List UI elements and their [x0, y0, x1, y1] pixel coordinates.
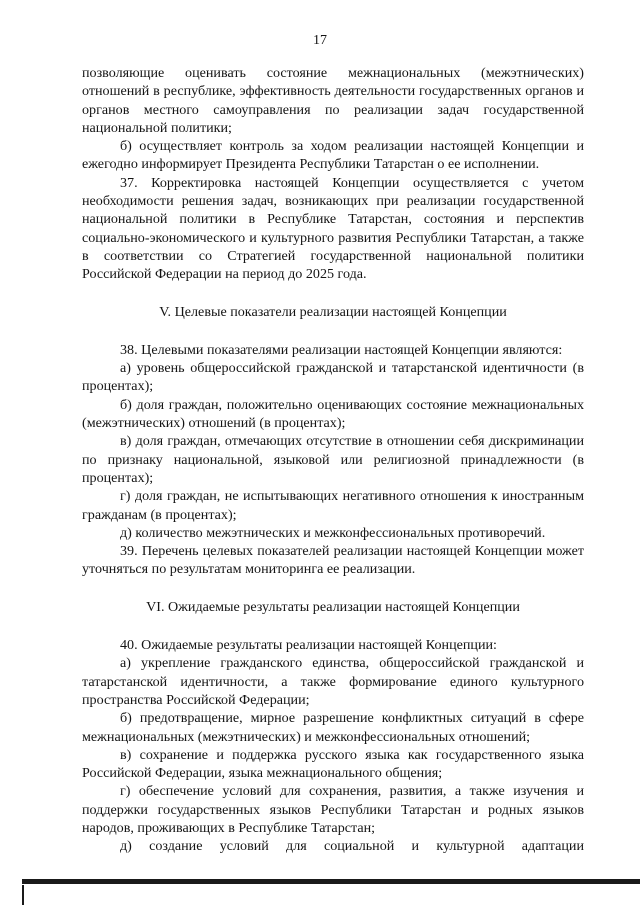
- paragraph: в) сохранение и поддержка русского языка как государственного языка Российской Федерации, языка межнационального общения;: [82, 746, 584, 782]
- section-heading: V. Целевые показатели реализации настоящей Концепции: [159, 303, 507, 320]
- section-heading: VI. Ожидаемые результаты реализации настоящей Концепции: [146, 598, 520, 615]
- paragraph: б) осуществляет контроль за ходом реализации настоящей Концепции и ежегодно информирует Президента Республики Татарстан о ее исполнении.: [82, 138, 584, 173]
- paragraph: д) создание условий для социальной и культурной адаптации: [120, 838, 584, 855]
- paragraph: б) предотвращение, мирное разрешение конфликтных ситуаций в сфере межнациональных (межэтнических) и межконфессиональных отношений;: [82, 710, 584, 745]
- page-left-edge: [22, 885, 24, 905]
- paragraph: 39. Перечень целевых показателей реализации настоящей Концепции может уточняться по результатам мониторинга ее реализации.: [82, 543, 584, 578]
- paragraph: г) доля граждан, не испытывающих негативного отношения к иностранным гражданам (в процентах);: [82, 488, 584, 523]
- document-body: [82, 64, 584, 856]
- paragraph: 37. Корректировка настоящей Концепции осуществляется с учетом необходимости решения задач, возникающих при реализации государственной национальной политики в Республике Татарстан, состояния и перспектив социально-экономического и культурного развития Республики Татарстан, а также в соответствии со Стратегией государственной национальной политики Российской Федерации на период до 2025 года.: [82, 174, 584, 283]
- paragraph: а) укрепление гражданского единства, общероссийской гражданской и татарстанской идентичности, а также формирование единого культурного пространства Российской Федерации;: [82, 655, 584, 708]
- paragraph: г) обеспечение условий для сохранения, развития, а также изучения и поддержки государственных языков Республики Татарстан и родных языков народов, проживающих в Республике Татарстан;: [82, 783, 584, 836]
- paragraph: 40. Ожидаемые результаты реализации настоящей Концепции:: [120, 637, 497, 654]
- paragraph: 38. Целевыми показателями реализации настоящей Концепции являются:: [120, 341, 563, 358]
- paragraph: а) уровень общероссийской гражданской и татарстанской идентичности (в процентах);: [82, 360, 584, 395]
- paragraph: позволяющие оценивать состояние межнациональных (межэтнических) отношений в республике, эффективность деятельности государственных органов и органов местного самоуправления по реализации задач государственной национальной политики;: [82, 65, 584, 136]
- paragraph: в) доля граждан, отмечающих отсутствие в отношении себя дискриминации по признаку национальной, языковой или религиозной принадлежности (в процентах);: [82, 433, 584, 486]
- paragraph: б) доля граждан, положительно оценивающих состояние межнациональных (межэтнических) отношений (в процентах);: [82, 396, 584, 432]
- page-number: 17: [313, 33, 327, 48]
- paragraph: д) количество межэтнических и межконфессиональных противоречий.: [120, 524, 546, 541]
- page-bottom-border: [22, 879, 640, 884]
